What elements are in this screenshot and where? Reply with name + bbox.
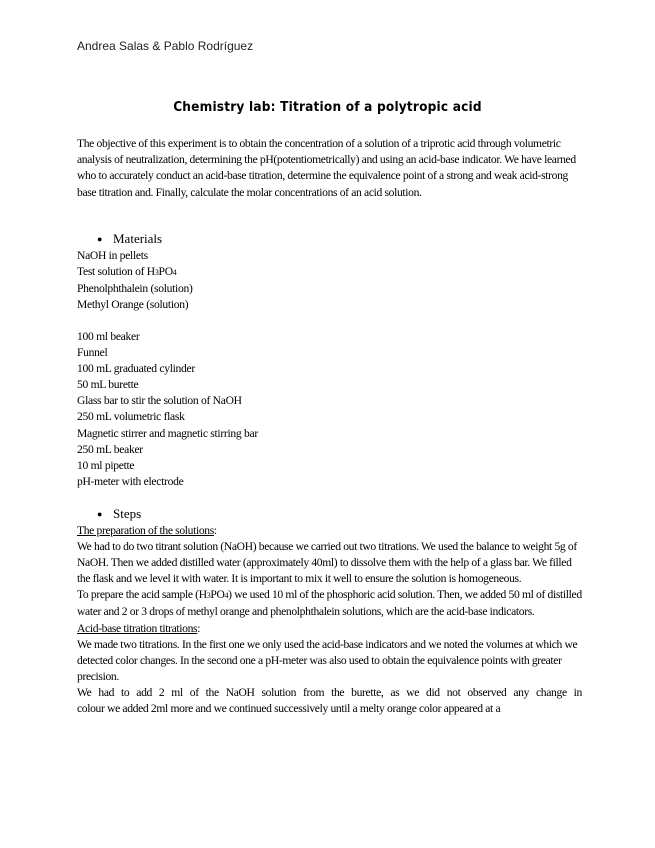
materials-heading	[97, 231, 162, 247]
steps-heading	[97, 506, 141, 522]
materials-heading-label: Materials	[113, 231, 163, 246]
page-title: Chemistry lab: Titration of a polytropic acid	[173, 99, 482, 115]
list-item: NaOH in pellets	[77, 249, 148, 262]
list-item: pH-meter with electrode	[77, 474, 184, 488]
prep-paragraph-2: To prepare the acid sample (H3PO4) we used 10 ml of the phosphoric acid solution. Then, we added 50 ml of distilled water and 2 or 3 drops of methyl orange and phenolphthalein solutions, which are the acid-base indicators.	[77, 588, 582, 619]
reagents-list	[77, 248, 193, 313]
titration-subheading: Acid-base titration titrations:	[77, 621, 201, 635]
titration-paragraph-2-line-1: We had to add 2 ml of the NaOH solution from the burette, as we did not observed any change in	[77, 685, 582, 699]
list-item: 100 mL graduated cylinder	[77, 362, 195, 376]
steps-heading-label: Steps	[113, 506, 142, 521]
list-item: 250 mL volumetric flask	[77, 410, 185, 424]
intro-paragraph: The objective of this experiment is to obtain the concentration of a solution of a triprotic acid through volumetric analysis of neutralization, determining the pH(potentiometrically) and using an acid-base indicator. We have learned who to accurately conduct an acid-base titration, determine the equivalence point of a strong and weak acid-strong base titration and. Finally, calculate the molar concentrations of an acid solution.	[77, 137, 576, 199]
list-item: 50 mL burette	[77, 378, 139, 392]
equipment-list	[77, 329, 258, 490]
list-item: 100 ml beaker	[77, 330, 140, 343]
list-item: 10 ml pipette	[77, 458, 135, 472]
list-item: Magnetic stirrer and magnetic stirring bar	[77, 426, 258, 440]
list-item: Methyl Orange (solution)	[77, 298, 189, 312]
list-item: Phenolphthalein (solution)	[77, 282, 193, 296]
authors-header: Andrea Salas & Pablo Rodríguez	[77, 39, 254, 53]
bullet-icon: ●	[97, 234, 103, 244]
titration-paragraph-1: We made two titrations. In the first one we only used the acid-base indicators and we noted the volumes at which we detected color changes. In the second one a pH-meter was also used to obtain the equivalence points with greater precision.	[77, 637, 578, 683]
steps-section	[77, 523, 582, 717]
list-item: Funnel	[77, 346, 108, 360]
prep-subheading: The preparation of the solutions:	[77, 524, 217, 537]
list-item: 250 mL beaker	[77, 442, 143, 456]
titration-paragraph-2-line-2: colour we added 2ml more and we continued successively until a melty orange color appeared at a	[77, 702, 501, 716]
list-item: Test solution of H3PO4	[77, 265, 177, 279]
prep-paragraph-1: We had to do two titrant solution (NaOH) because we carried out two titrations. We used the balance to weight 5g of NaOH. Then we added distilled water (approximately 40ml) to dissolve them with the help of a glass bar. We filled the flask and we level it with water. It is important to mix it well to ensure the solution is homogeneous.	[77, 540, 577, 586]
list-item: Glass bar to stir the solution of NaOH	[77, 394, 242, 408]
bullet-icon: ●	[97, 509, 103, 519]
